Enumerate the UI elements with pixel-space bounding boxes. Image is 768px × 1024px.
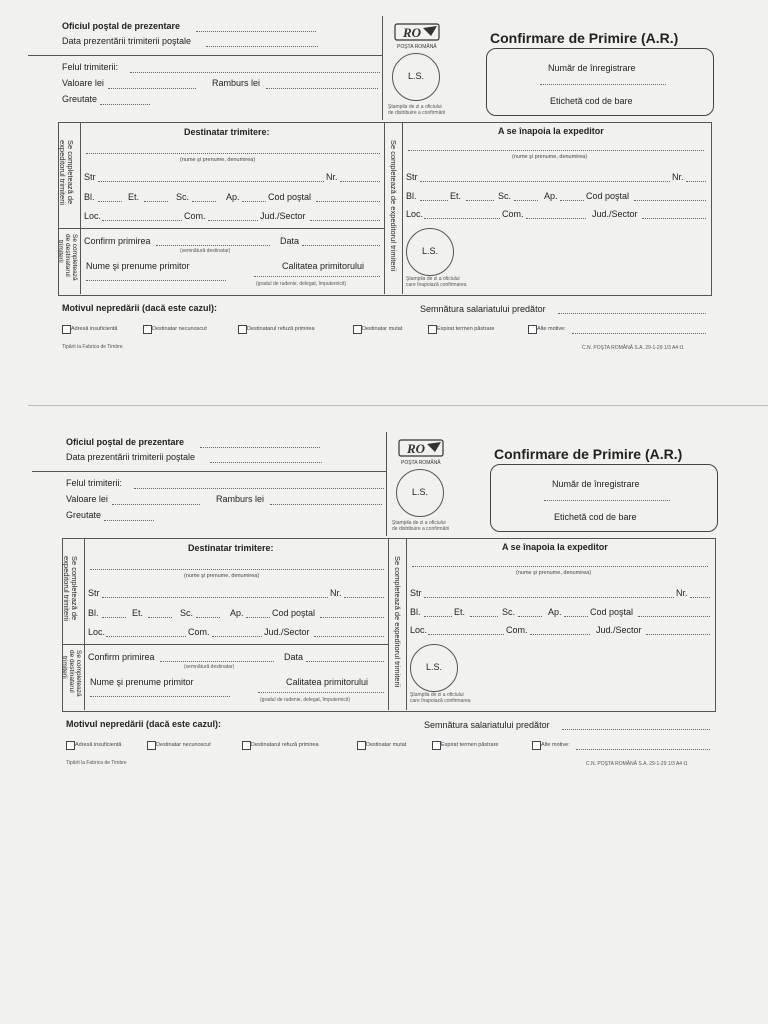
checkbox-mutat[interactable] [353, 325, 362, 334]
felul-label: Felul trimiterii: [62, 62, 119, 72]
greutate-field[interactable] [100, 104, 150, 105]
checkbox-mutat[interactable] [357, 741, 366, 750]
data-prezentare-label: Data prezentării trimiterii poştale [66, 452, 196, 462]
bl-field-2[interactable] [424, 616, 452, 617]
cod-postal-field-2[interactable] [638, 616, 710, 617]
checkbox-expirat-label: Expirat termen păstrare [437, 326, 495, 332]
checkbox-necunoscut[interactable] [143, 325, 152, 334]
numar-label: Număr de înregistrare [548, 63, 636, 73]
data-field[interactable] [302, 245, 380, 246]
bl-label-2: Bl. [406, 191, 417, 201]
checkbox-refuza[interactable] [242, 741, 251, 750]
jud-label: Jud./Sector [264, 627, 310, 637]
loc-field-2[interactable] [424, 218, 500, 219]
et-label: Et. [128, 192, 140, 202]
checkbox-expirat[interactable] [432, 741, 441, 750]
checkbox-adresa-label: Adresă insuficientă [71, 326, 118, 332]
str-label: Str [88, 588, 100, 598]
confirm-label: Confirm primirea [88, 652, 155, 662]
et-label-2: Et. [454, 607, 466, 617]
confirm-field[interactable] [156, 245, 270, 246]
confirmation-form-top [0, 0, 768, 380]
vert-left-2: expeditorul trimiterii [58, 140, 67, 206]
com-field-2[interactable] [526, 218, 586, 219]
loc-label: Loc. [84, 211, 102, 221]
nr-label: Nr. [330, 588, 342, 598]
felul-label: Felul trimiterii: [66, 478, 123, 488]
sc-label: Sc. [176, 192, 190, 202]
eticheta-label: Etichetă cod de bare [550, 96, 633, 106]
stamp-caption-2: de distribuire a confirmării [388, 110, 446, 116]
stamp2-caption-2: care înapoiază confirmarea [410, 698, 471, 704]
posta-romana-logo [397, 438, 447, 466]
calitatea-field[interactable] [258, 692, 384, 693]
ls-label: L.S. [411, 487, 428, 497]
ls-label: L.S. [407, 71, 424, 81]
destinatar-name-field[interactable] [90, 569, 384, 570]
confirm-divider [62, 644, 388, 645]
header-vertical-divider [386, 432, 387, 536]
cod-postal-label: Cod poştal [272, 608, 316, 618]
oficiul-label: Oficiul poştal de prezentare [66, 437, 185, 447]
checkbox-mutat-label: Destinatar mutat [366, 742, 407, 748]
inapoia-label: A se înapoia la expeditor [498, 126, 604, 136]
gradul-hint: (gradul de rudenie, delegat, împuternicit) [256, 281, 347, 287]
loc-label: Loc. [88, 627, 106, 637]
confirmation-form-bottom [4, 416, 768, 796]
checkbox-necunoscut-label: Destinatar necunoscut [156, 742, 211, 748]
stamp-caption-2: de distribuire a confirmării [392, 526, 450, 532]
ap-label: Ap. [226, 192, 240, 202]
checkbox-alte-label: Alte motive: [537, 326, 566, 332]
str-label-2: Str [410, 588, 422, 598]
oficiul-field[interactable] [196, 31, 316, 32]
vert-mid: Se completează de expeditorul trimiterii [389, 140, 398, 272]
checkbox-necunoscut[interactable] [147, 741, 156, 750]
ap-field-2[interactable] [564, 616, 588, 617]
calitatea-label: Calitatea primitorului [286, 677, 369, 687]
com-label: Com. [184, 211, 206, 221]
str-field[interactable] [102, 597, 328, 598]
checkbox-refuza[interactable] [238, 325, 247, 334]
destinatar-label: Destinatar trimitere: [184, 127, 270, 137]
alte-motive-field[interactable] [572, 333, 706, 334]
et-field-2[interactable] [466, 200, 494, 201]
svg-text:RO: RO [407, 441, 426, 456]
middle-strip-divider [402, 122, 403, 294]
ls-label-2: L.S. [425, 662, 442, 672]
et-label-2: Et. [450, 191, 462, 201]
felul-field[interactable] [134, 488, 384, 489]
jud-label-2: Jud./Sector [596, 625, 642, 635]
jud-field-2[interactable] [646, 634, 710, 635]
eticheta-label: Etichetă cod de bare [554, 512, 637, 522]
svg-text:RO: RO [403, 25, 422, 40]
semnatura-hint: (semnătură destinatar) [180, 248, 231, 254]
sc-field-2[interactable] [514, 200, 538, 201]
left-strip-divider [84, 538, 85, 710]
cod-postal-field[interactable] [320, 617, 384, 618]
header-vertical-divider [382, 16, 383, 120]
stamp2-caption-1: Ştampila de zi a oficiului [406, 276, 460, 282]
com-field[interactable] [208, 220, 258, 221]
vert-left-1: Se completează de [66, 140, 75, 205]
numar-field[interactable] [540, 84, 666, 85]
motivul-label: Motivul nepredării (dacă este cazul): [66, 719, 222, 729]
stamp-caption-1: Ştampila de zi a oficiului [392, 520, 446, 526]
stamp-circle-2 [406, 228, 454, 276]
sc-label-2: Sc. [498, 191, 512, 201]
tiparit-label: Tipărit la Fabrica de Timbre [62, 344, 123, 350]
destinatar-name-field[interactable] [86, 153, 380, 154]
stamp2-caption-1: Ştampila de zi a oficiului [410, 692, 464, 698]
vert-left-2: expeditorul trimiterii [62, 556, 71, 622]
gradul-hint: (gradul de rudenie, delegat, împuternicit) [260, 697, 351, 703]
str-field-2[interactable] [420, 181, 670, 182]
checkbox-necunoscut-label: Destinatar necunoscut [152, 326, 207, 332]
bl-label: Bl. [84, 192, 95, 202]
sc-label-2: Sc. [502, 607, 516, 617]
nume-hint-2: (nume şi prenume, denumirea) [516, 570, 592, 576]
str-field-2[interactable] [424, 597, 674, 598]
vert-dest-3: trimiterii [57, 240, 64, 263]
nr-field-2[interactable] [686, 181, 706, 182]
cod-postal-label-2: Cod poştal [586, 191, 630, 201]
cod-postal-field[interactable] [316, 201, 380, 202]
ramburs-field[interactable] [270, 504, 382, 505]
cod-postal-label-2: Cod poştal [590, 607, 634, 617]
calitatea-field[interactable] [254, 276, 380, 277]
vert-left-1: Se completează de [70, 556, 79, 621]
vert-dest-1: Se completează [71, 234, 78, 281]
ramburs-field[interactable] [266, 88, 378, 89]
jud-field[interactable] [314, 636, 384, 637]
stamp-caption-1: Ştampila de zi a oficiului [388, 104, 442, 110]
semnatura-salariat-field[interactable] [558, 313, 706, 314]
semnatura-salariat-label: Semnătura salariatului predător [420, 304, 546, 314]
form-title: Confirmare de Primire (A.R.) [494, 446, 683, 462]
inapoia-name-field[interactable] [408, 150, 704, 151]
loc-field[interactable] [106, 636, 186, 637]
vert-mid: Se completează de expeditorul trimiterii [393, 556, 402, 688]
valoare-label: Valoare lei [66, 494, 108, 504]
stamp2-caption-2: care înapoiază confirmarea [406, 282, 467, 288]
svg-text:POŞTA ROMÂNĂ: POŞTA ROMÂNĂ [397, 44, 437, 50]
felul-field[interactable] [130, 72, 380, 73]
valoare-label: Valoare lei [62, 78, 104, 88]
form-title: Confirmare de Primire (A.R.) [490, 30, 679, 46]
calitatea-label: Calitatea primitorului [282, 261, 365, 271]
nume-primitor-field[interactable] [86, 280, 226, 281]
loc-label-2: Loc. [406, 209, 424, 219]
nr-field-2[interactable] [690, 597, 710, 598]
et-label: Et. [132, 608, 144, 618]
nume-hint: (nume şi prenume, denumirea) [180, 157, 256, 163]
data-prezentare-label: Data prezentării trimiterii poştale [62, 36, 192, 46]
numar-field[interactable] [544, 500, 670, 501]
com-label-2: Com. [502, 209, 524, 219]
data-prezentare-field[interactable] [210, 462, 322, 463]
et-field-2[interactable] [470, 616, 498, 617]
cod-postal-label: Cod poştal [268, 192, 312, 202]
jud-field-2[interactable] [642, 218, 706, 219]
numar-label: Număr de înregistrare [552, 479, 640, 489]
valoare-field[interactable] [112, 504, 200, 505]
jud-label: Jud./Sector [260, 211, 306, 221]
str-field[interactable] [98, 181, 324, 182]
loc-field-2[interactable] [428, 634, 504, 635]
ap-field[interactable] [246, 617, 270, 618]
nr-field[interactable] [344, 597, 384, 598]
bl-field[interactable] [98, 201, 122, 202]
data-label: Data [284, 652, 304, 662]
destinatar-label: Destinatar trimitere: [188, 543, 274, 553]
nr-field[interactable] [340, 181, 380, 182]
nume-primitor-label: Nume şi prenume primitor [86, 261, 190, 271]
jud-label-2: Jud./Sector [592, 209, 638, 219]
middle-divider [388, 538, 389, 710]
nr-label-2: Nr. [672, 172, 684, 182]
ramburs-label: Ramburs lei [212, 78, 261, 88]
loc-label-2: Loc. [410, 625, 428, 635]
cod-postal-field-2[interactable] [634, 200, 706, 201]
semnatura-salariat-label: Semnătura salariatului predător [424, 720, 550, 730]
header-divider [28, 55, 382, 56]
checkbox-alte[interactable] [532, 741, 541, 750]
vert-dest-1: Se completează [75, 650, 82, 697]
bl-field-2[interactable] [420, 200, 448, 201]
com-field[interactable] [212, 636, 262, 637]
confirm-divider [58, 228, 384, 229]
alte-motive-field[interactable] [576, 749, 710, 750]
header-divider [32, 471, 386, 472]
checkbox-alte-label: Alte motive: [541, 742, 570, 748]
ls-label-2: L.S. [421, 246, 438, 256]
et-field[interactable] [144, 201, 168, 202]
cn-label: C.N. POŞTA ROMÂNĂ S.A. 29-1-29 1/3 A4 t1 [582, 345, 684, 351]
loc-field[interactable] [102, 220, 182, 221]
greutate-field[interactable] [104, 520, 154, 521]
checkbox-adresa[interactable] [66, 741, 75, 750]
data-prezentare-field[interactable] [206, 46, 318, 47]
tiparit-label: Tipărit la Fabrica de Timbre [66, 760, 127, 766]
com-label-2: Com. [506, 625, 528, 635]
greutate-label: Greutate [62, 94, 98, 104]
checkbox-adresa-label: Adresă insuficientă [75, 742, 122, 748]
data-field[interactable] [306, 661, 384, 662]
posta-romana-logo [393, 22, 443, 50]
sc-label: Sc. [180, 608, 194, 618]
checkbox-alte[interactable] [528, 325, 537, 334]
oficiul-label: Oficiul poştal de prezentare [62, 21, 181, 31]
stamp-circle [396, 469, 444, 517]
inapoia-label: A se înapoia la expeditor [502, 542, 608, 552]
vert-dest-2: de destinatarul [68, 650, 75, 693]
str-label: Str [84, 172, 96, 182]
oficiul-field[interactable] [200, 447, 320, 448]
ap-field-2[interactable] [560, 200, 584, 201]
jud-field[interactable] [310, 220, 380, 221]
sc-field[interactable] [192, 201, 216, 202]
com-label: Com. [188, 627, 210, 637]
semnatura-hint: (semnătură destinatar) [184, 664, 235, 670]
checkbox-expirat[interactable] [428, 325, 437, 334]
confirm-label: Confirm primirea [84, 236, 151, 246]
nr-label: Nr. [326, 172, 338, 182]
cn-label: C.N. POŞTA ROMÂNĂ S.A. 29-1-29 1/3 A4 t1 [586, 761, 688, 767]
stamp-circle-2 [410, 644, 458, 692]
checkbox-mutat-label: Destinatar mutat [362, 326, 403, 332]
inapoia-name-field[interactable] [412, 566, 708, 567]
nr-label-2: Nr. [676, 588, 688, 598]
checkbox-adresa[interactable] [62, 325, 71, 334]
ap-label-2: Ap. [548, 607, 562, 617]
greutate-label: Greutate [66, 510, 102, 520]
data-label: Data [280, 236, 300, 246]
page-fold-line [28, 405, 768, 406]
str-label-2: Str [406, 172, 418, 182]
middle-divider [384, 122, 385, 294]
semnatura-salariat-field[interactable] [562, 729, 710, 730]
middle-strip-divider [406, 538, 407, 710]
com-field-2[interactable] [530, 634, 590, 635]
bl-label: Bl. [88, 608, 99, 618]
vert-dest-3: trimiterii [61, 656, 68, 679]
confirm-field[interactable] [160, 661, 274, 662]
ap-label-2: Ap. [544, 191, 558, 201]
motivul-label: Motivul nepredării (dacă este cazul): [62, 303, 218, 313]
svg-text:POŞTA ROMÂNĂ: POŞTA ROMÂNĂ [401, 460, 441, 466]
ramburs-label: Ramburs lei [216, 494, 265, 504]
valoare-field[interactable] [108, 88, 196, 89]
et-field[interactable] [148, 617, 172, 618]
sc-field[interactable] [196, 617, 220, 618]
nume-primitor-label: Nume şi prenume primitor [90, 677, 194, 687]
ap-field[interactable] [242, 201, 266, 202]
checkbox-refuza-label: Destinatarul refuză primirea [247, 326, 315, 332]
sc-field-2[interactable] [518, 616, 542, 617]
vert-dest-2: de destinatarul [64, 234, 71, 277]
checkbox-expirat-label: Expirat termen păstrare [441, 742, 499, 748]
ap-label: Ap. [230, 608, 244, 618]
nume-hint-2: (nume şi prenume, denumirea) [512, 154, 588, 160]
stamp-circle [392, 53, 440, 101]
nume-primitor-field[interactable] [90, 696, 230, 697]
bl-field[interactable] [102, 617, 126, 618]
left-strip-divider [80, 122, 81, 294]
bl-label-2: Bl. [410, 607, 421, 617]
nume-hint: (nume şi prenume, denumirea) [184, 573, 260, 579]
checkbox-refuza-label: Destinatarul refuză primirea [251, 742, 319, 748]
